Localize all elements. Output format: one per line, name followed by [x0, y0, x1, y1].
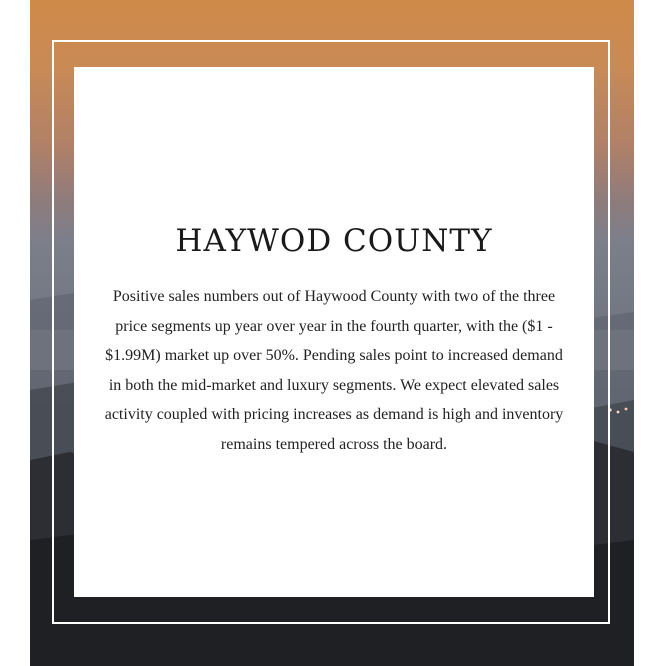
content-panel — [74, 67, 594, 597]
page-title: HAYWOD COUNTY — [175, 223, 493, 259]
body-paragraph: Positive sales numbers out of Haywood County with two of the three price segments up year over year in the fourth quarter, with the ($1 - $1.99M) market up over 50%. Pending sales point to increased demand in both the mid-market and luxury segments. We expect elevated sales activity coupled with pricing increases as demand is high and inventory remains tempered across the board. — [104, 288, 564, 453]
